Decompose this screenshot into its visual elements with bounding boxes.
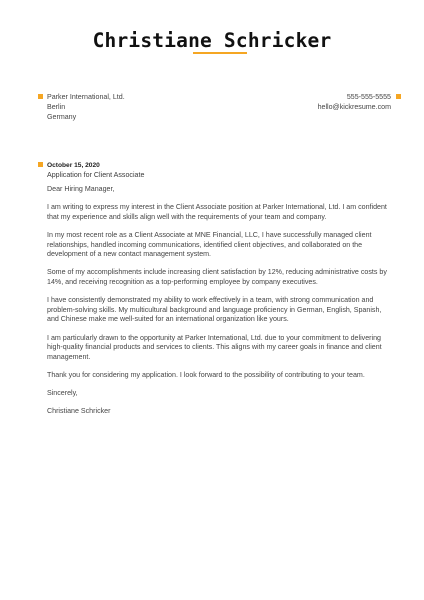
recipient-address	[47, 92, 125, 122]
letter-meta	[47, 161, 144, 180]
letter-date: October 15, 2020	[47, 162, 100, 169]
recipient-company: Parker International, Ltd.	[47, 93, 125, 101]
letter-paragraph: Thank you for considering my application. I look forward to the possibility of contributing to your team.	[47, 370, 365, 379]
letter-paragraph: Some of my accomplishments include increasing client satisfaction by 12%, reducing administrative costs by 14%, and receiving recognition as a top-performing employee by company executives.	[47, 268, 387, 286]
applicant-name: Christiane Schricker	[92, 29, 332, 52]
letter-paragraph: I am writing to express my interest in the Client Associate position at Parker International, Ltd. I am confident that my experience and skills align well with the requirements of your team and company.	[47, 203, 387, 221]
contact-email: hello@kickresume.com	[317, 103, 391, 111]
letter-closing: Sincerely,	[47, 389, 78, 398]
contact-marker	[396, 94, 401, 99]
letter-paragraph: In my most recent role as a Client Associate at MNE Financial, LLC, I have successfully managed client relationships, handled incoming communications, identified client objectives, and collaborated on the development of a new contact management system.	[47, 230, 372, 259]
letter-subject: Application for Client Associate	[47, 170, 145, 179]
letter-paragraph: I am particularly drawn to the opportunity at Parker International, Ltd. due to your commitment to delivering high-quality financial products and services to clients. This aligns with my career goals in finance and client management.	[47, 333, 382, 361]
recipient-city: Berlin	[47, 103, 66, 111]
letter-paragraph: I have consistently demonstrated my ability to work effectively in a team, with strong communication and problem-solving skills. My multicultural background and language proficiency in German, English, Spanish, and Chinese make me well-suited for an international organization like yours.	[47, 296, 382, 324]
letter-signature: Christiane Schricker	[47, 407, 111, 416]
date-marker	[38, 162, 43, 167]
letter-greeting: Dear Hiring Manager,	[47, 185, 115, 193]
recipient-marker	[38, 94, 43, 99]
name-underline	[193, 52, 247, 54]
letter-body	[47, 185, 392, 425]
recipient-country: Germany	[47, 113, 77, 121]
contact-info	[318, 92, 391, 112]
contact-phone: 555-555-5555	[346, 93, 391, 101]
